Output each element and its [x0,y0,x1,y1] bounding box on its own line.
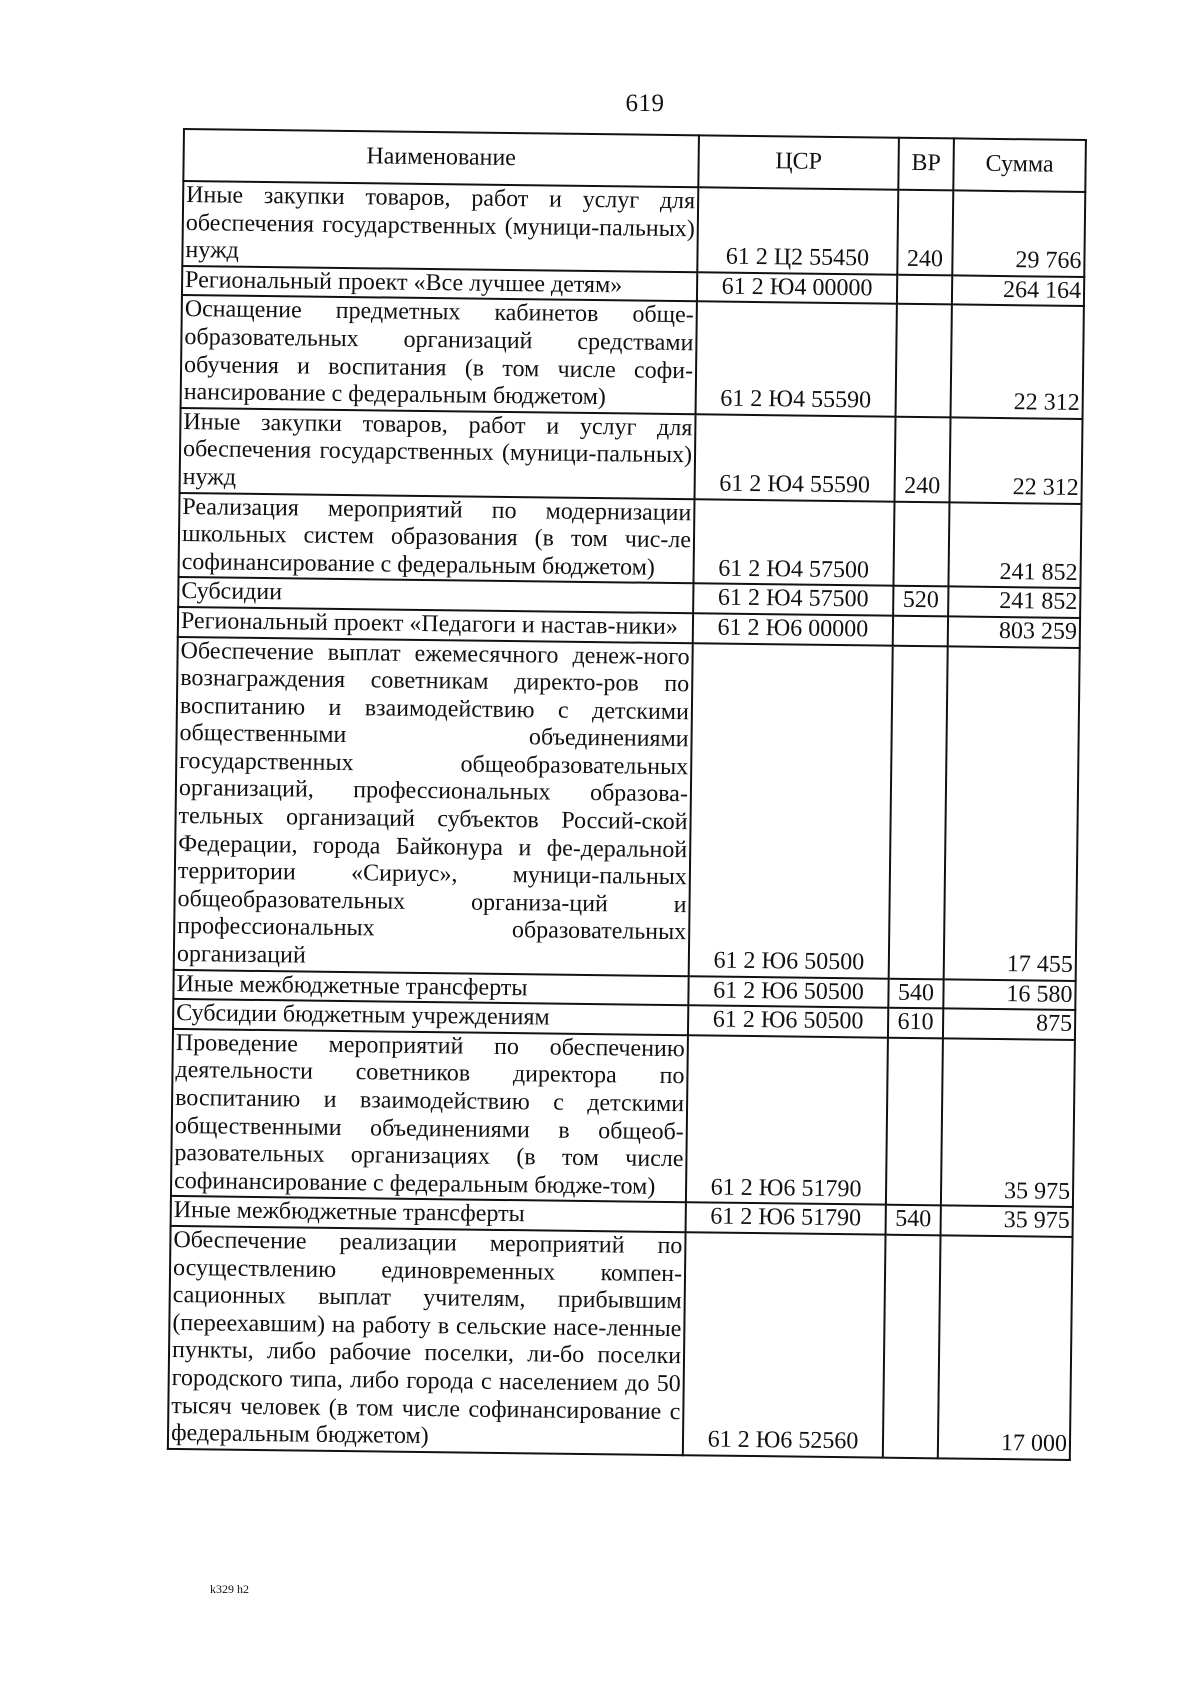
row-csr: 61 2 Ю6 52560 [683,1232,886,1457]
row-vr: 520 [893,586,948,616]
row-csr: 61 2 Ц2 55450 [697,187,898,274]
row-vr [889,645,948,979]
row-csr: 61 2 Ю4 55590 [696,302,897,417]
row-csr: 61 2 Ю4 57500 [693,499,894,586]
row-name: Иные межбюджетные трансферты [171,1196,686,1232]
table-row [182,181,1085,277]
row-vr [886,1037,943,1205]
row-vr: 540 [888,978,943,1008]
row-csr: 61 2 Ю6 50500 [688,1005,888,1037]
table-row [181,295,1084,418]
page-number: 619 [625,90,665,117]
table-row [171,1029,1075,1208]
row-vr [883,1235,941,1458]
row-sum: 35 975 [941,1206,1073,1237]
row-sum: 17 000 [938,1235,1073,1459]
row-vr [897,275,952,305]
row-sum: 264 164 [952,275,1084,306]
table-row [179,493,1082,589]
row-name: Оснащение предметных кабинетов обще-образовательных организаций средствами обучения и воспитания (в том числе софи-нансирование с федеральным бюджетом) [181,295,697,414]
row-csr: 61 2 Ю6 50500 [689,643,893,979]
header-sum: Сумма [953,138,1086,192]
row-sum: 875 [943,1009,1075,1040]
row-vr: 240 [894,416,950,501]
row-csr: 61 2 Ю4 00000 [697,272,897,304]
row-name: Региональный проект «Все лучшее детям» [182,266,697,302]
row-sum: 22 312 [949,417,1082,503]
row-vr [893,501,949,586]
table-row [180,408,1083,504]
row-name: Обеспечение выплат ежемесячного денеж-ного вознаграждения советникам директо-ров по воспитанию и взаимодействию с детскими общественными объединениями государственных общеобразовательных организаций, профессиональных образова-тельных организаций субъектов Россий-ской Федерации, города Байконура и фе-деральной территории «Сириус», муници-пальных общеобразовательных организа-ций и профессиональных образовательных организаций [174,636,693,975]
row-sum: 241 852 [948,502,1081,588]
row-sum: 22 312 [951,305,1084,419]
row-name: Иные закупки товаров, работ и услуг для обеспечения государственных (муници-пальных) нужд [182,181,698,272]
row-vr [896,304,952,417]
row-name: Субсидии бюджетным учреждениям [173,999,688,1035]
row-vr: 240 [897,190,953,275]
row-sum: 35 975 [941,1038,1075,1207]
header-csr: ЦСР [698,135,899,189]
row-csr: 61 2 Ю6 00000 [693,613,893,645]
row-sum: 16 580 [943,979,1075,1010]
header-vr: ВР [898,138,954,191]
row-name: Региональный проект «Педагоги и настав-ники» [178,607,693,643]
table-row [174,636,1080,980]
row-sum: 17 455 [944,646,1080,981]
footer-code: k329 h2 [210,1582,249,1596]
budget-table [167,128,1087,1461]
row-csr: 61 2 Ю6 51790 [686,1203,886,1235]
row-csr: 61 2 Ю4 57500 [693,584,893,616]
row-name: Субсидии [178,577,693,613]
row-csr: 61 2 Ю6 50500 [688,976,888,1008]
header-name: Наименование [183,129,699,187]
row-sum: 29 766 [952,190,1085,276]
row-vr: 540 [886,1205,941,1235]
row-vr [893,616,948,646]
row-name: Иные межбюджетные трансферты [173,970,688,1006]
row-sum: 803 259 [948,616,1080,647]
row-vr: 610 [888,1008,943,1038]
row-name: Реализация мероприятий по модернизации школьных систем образования (в том чис-ле софинансирование с федеральным бюджетом) [179,493,695,584]
table-row [168,1226,1073,1460]
row-csr: 61 2 Ю4 55590 [695,414,896,501]
row-name: Обеспечение реализации мероприятий по осуществлению единовременных компен-сационных выплат учителям, прибывшим (переехавшим) на работу в сельские насе-ленные пункты, либо рабочие поселки, ли-бо поселки городского типа, либо города с населением до 50 тысяч человек (в том числе софинансирование с федеральным бюджетом) [168,1226,686,1455]
row-csr: 61 2 Ю6 51790 [686,1035,888,1205]
row-name: Проведение мероприятий по обеспечению деятельности советников директора по воспитанию и взаимодействию с детскими общественными объединениями в общеоб-разовательных организациях (в том числе софинансирование с федеральным бюдже-том) [171,1029,688,1203]
row-name: Иные закупки товаров, работ и услуг для обеспечения государственных (муници-пальных) нужд [180,408,696,499]
row-sum: 241 852 [948,587,1080,618]
